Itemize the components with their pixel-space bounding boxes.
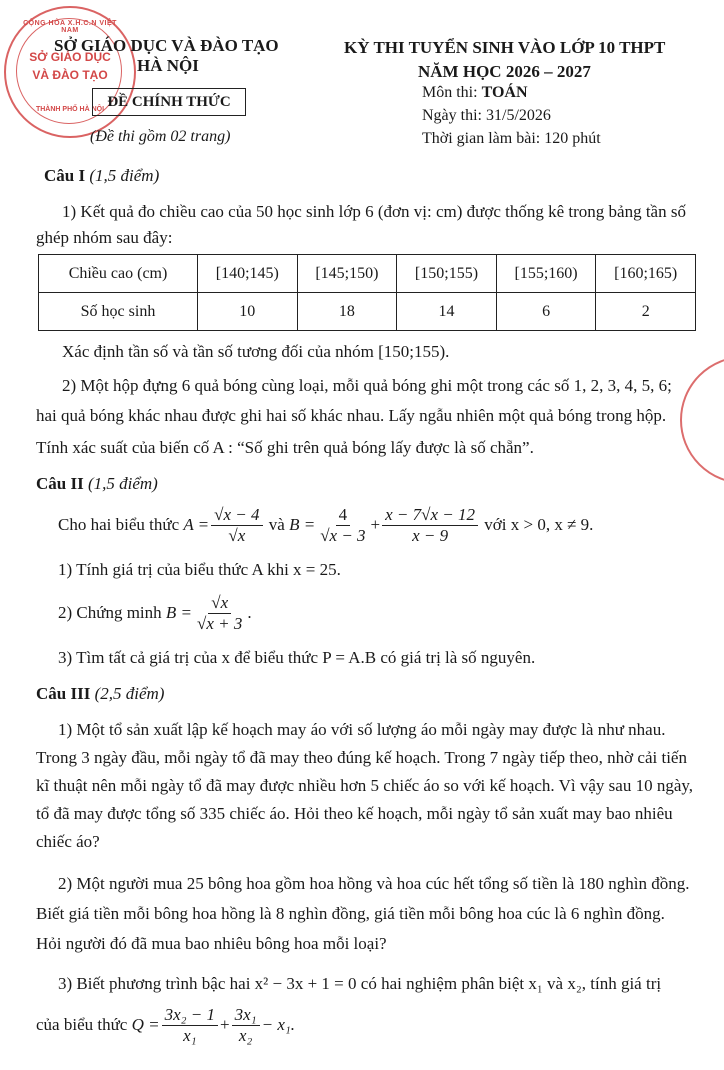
expr-q-numerator-1: 3x₂ − 1 — [162, 1005, 218, 1026]
q2-sub3: 3) Tìm tất cả giá trị của x để biểu thức P = A.B có giá trị là số nguyên. — [58, 648, 536, 667]
exam-duration: Thời gian làm bài: 120 phút — [422, 130, 601, 147]
q3-part3-prefix: của biểu thức — [36, 1015, 128, 1034]
expr-b-numerator-1: 4 — [336, 505, 351, 526]
margin-seal-stamp — [680, 356, 724, 486]
question-2-heading — [36, 472, 158, 496]
table-row-counts — [39, 293, 696, 331]
q1-part1-line2: ghép nhóm sau đây: — [36, 228, 173, 247]
q3-part1-line1: 1) Một tổ sản xuất lập kế hoạch may áo với số lượng áo mỗi ngày may được là như nhau. — [58, 720, 666, 739]
q2-sub2-denominator: √x + 3 — [197, 613, 243, 633]
expr-a-numerator: √x − 4 — [211, 505, 262, 526]
q3-part2-line2: Biết giá tiền mỗi bông hoa hồng là 8 nghìn đồng, giá tiền mỗi bông hoa cúc là 6 nghìn đồng. — [36, 904, 665, 923]
q2-sub2-prefix: 2) Chứng minh — [58, 603, 162, 622]
exam-date: Ngày thi: 31/5/2026 — [422, 107, 551, 124]
table-group-cell: [150;155) — [397, 255, 497, 293]
department-name: SỞ GIÁO DỤC VÀ ĐÀO TẠO — [54, 36, 279, 55]
stamp-top-text: CỘNG HÒA X.H.C.N VIỆT NAM — [23, 20, 117, 34]
q1-part1-task: Xác định tần số và tần số tương đối của nhóm [150;155). — [62, 342, 450, 361]
expr-a-lhs: A = — [183, 515, 210, 534]
expr-b-denominator-1: √x − 3 — [320, 525, 366, 545]
q3-part1-line2: Trong 3 ngày đầu, mỗi ngày tổ đã may theo đúng kế hoạch. Trong 7 ngày tiếp theo, nhờ cải tiến — [36, 748, 687, 767]
stamp-center-line2: VÀ ĐÀO TẠO — [32, 68, 108, 82]
expr-a-fraction — [211, 505, 262, 546]
q2-sub1: 1) Tính giá trị của biểu thức A khi x = 25. — [58, 560, 341, 579]
question-2-title: Câu II — [36, 474, 84, 493]
expr-a-denominator: √x — [228, 525, 246, 545]
q1-part2-line1: 2) Một hộp đựng 6 quả bóng cùng loại, mỗi quả bóng ghi một trong các số 1, 2, 3, 4, 5, 6; — [62, 376, 672, 395]
q2-sub2-lhs: B = — [165, 603, 193, 622]
frequency-table — [38, 254, 696, 331]
table-group-cell: [145;150) — [297, 255, 397, 293]
exam-title: KỲ THI TUYỂN SINH VÀO LỚP 10 THPT — [344, 38, 666, 57]
table-group-cell: [140;145) — [198, 255, 298, 293]
question-1-heading — [44, 164, 159, 188]
q3-part1-line4: tổ đã may được tổng số 335 chiếc áo. Hỏi theo kế hoạch, mỗi ngày tổ sản xuất may bao nhiêu — [36, 804, 673, 823]
table-count-cell: 2 — [596, 293, 696, 331]
q2-expression-line — [58, 500, 593, 550]
pages-note: (Đề thi gồm 02 trang) — [90, 128, 231, 145]
q1-part2-line2: hai quả bóng khác nhau được ghi hai số khác nhau. Lấy ngẫu nhiên một quả bóng trong hộp. — [36, 406, 667, 425]
q1-part2-line3: Tính xác suất của biến cố A : “Số ghi trên quả bóng lấy được là số chẵn”. — [36, 438, 534, 457]
table-count-cell: 14 — [397, 293, 497, 331]
expr-q-denominator-2: x₂ — [238, 1025, 253, 1045]
official-exam-label: ĐỀ CHÍNH THỨC — [107, 94, 231, 110]
table-count-cell: 6 — [496, 293, 596, 331]
stamp-bottom-text: THÀNH PHỐ HÀ NỘI — [35, 106, 105, 113]
expr-q-fraction-2 — [232, 1005, 260, 1046]
expr-b-denominator-2: x − 9 — [412, 525, 449, 545]
q2-sub2-fraction — [194, 593, 245, 634]
expr-b-fraction-1 — [317, 505, 368, 546]
q1-part1-line1: 1) Kết quả đo chiều cao của 50 học sinh lớp 6 (đơn vị: cm) được thống kê trong bảng tần số — [62, 202, 686, 221]
q3-part1-line5: chiếc áo? — [36, 832, 100, 851]
and-word: và — [268, 515, 285, 534]
expr-q-plus: + — [220, 1015, 230, 1034]
table-row-heights — [39, 255, 696, 293]
subject-name: TOÁN — [481, 84, 528, 101]
expr-b-numerator-2: x − 7√x − 12 — [382, 505, 478, 526]
subject-line — [422, 84, 528, 102]
stamp-center-line1: SỞ GIÁO DỤC — [29, 50, 111, 64]
q3-part1-line3: kĩ thuật nên mỗi ngày tổ đã may được nhiều hơn 5 chiếc áo so với kế hoạch. Vì vậy sau 10 ngày, — [36, 776, 694, 795]
question-1-points: (1,5 điểm) — [89, 166, 160, 185]
table-group-cell: [160;165) — [596, 255, 696, 293]
q2-sub2-line: 2) Chứng minh B = $\frac{√x}{√x + 3}$ . — [58, 592, 252, 633]
department-city: HÀ NỘI — [137, 56, 199, 75]
question-3-heading — [36, 682, 164, 706]
table-count-cell: 18 — [297, 293, 397, 331]
expr-b-fraction-2 — [382, 505, 478, 546]
official-exam-box — [92, 88, 246, 116]
q3-part2-line3: Hỏi người đó đã mua bao nhiêu bông hoa mỗi loại? — [36, 934, 387, 953]
expr-q-tail: − x₁. — [261, 1015, 296, 1034]
question-1-title: Câu I — [44, 166, 86, 185]
q3-part3-expression — [36, 1000, 295, 1050]
q2-intro: Cho hai biểu thức — [58, 515, 180, 534]
expr-b-lhs: B = — [289, 515, 316, 534]
official-seal-stamp — [4, 6, 136, 138]
table-group-cell: [155;160) — [496, 255, 596, 293]
question-3-points: (2,5 điểm) — [94, 684, 165, 703]
q2-sub2-numerator: √x — [208, 593, 231, 614]
subject-label: Môn thi: — [422, 84, 478, 101]
question-3-title: Câu III — [36, 684, 91, 703]
q3-part3-line1: 3) Biết phương trình bậc hai x² − 3x + 1 = 0 có hai nghiệm phân biệt x₁ và x₂, tính giá trị — [58, 974, 662, 993]
table-header-height: Chiều cao (cm) — [39, 255, 198, 293]
table-header-students: Số học sinh — [39, 293, 198, 331]
expr-q-denominator-1: x₁ — [183, 1025, 197, 1045]
expr-q-fraction-1 — [162, 1005, 218, 1046]
q2-condition: với x > 0, x ≠ 9. — [484, 515, 594, 534]
question-2-points: (1,5 điểm) — [87, 474, 158, 493]
expr-q-numerator-2: 3x₁ — [232, 1005, 260, 1026]
table-count-cell: 10 — [198, 293, 298, 331]
q3-part2-line1: 2) Một người mua 25 bông hoa gồm hoa hồng và hoa cúc hết tổng số tiền là 180 nghìn đồng. — [58, 874, 690, 893]
school-year: NĂM HỌC 2026 – 2027 — [418, 62, 591, 81]
expr-q-lhs: Q = — [131, 1015, 160, 1034]
plus-sign: + — [370, 515, 381, 534]
